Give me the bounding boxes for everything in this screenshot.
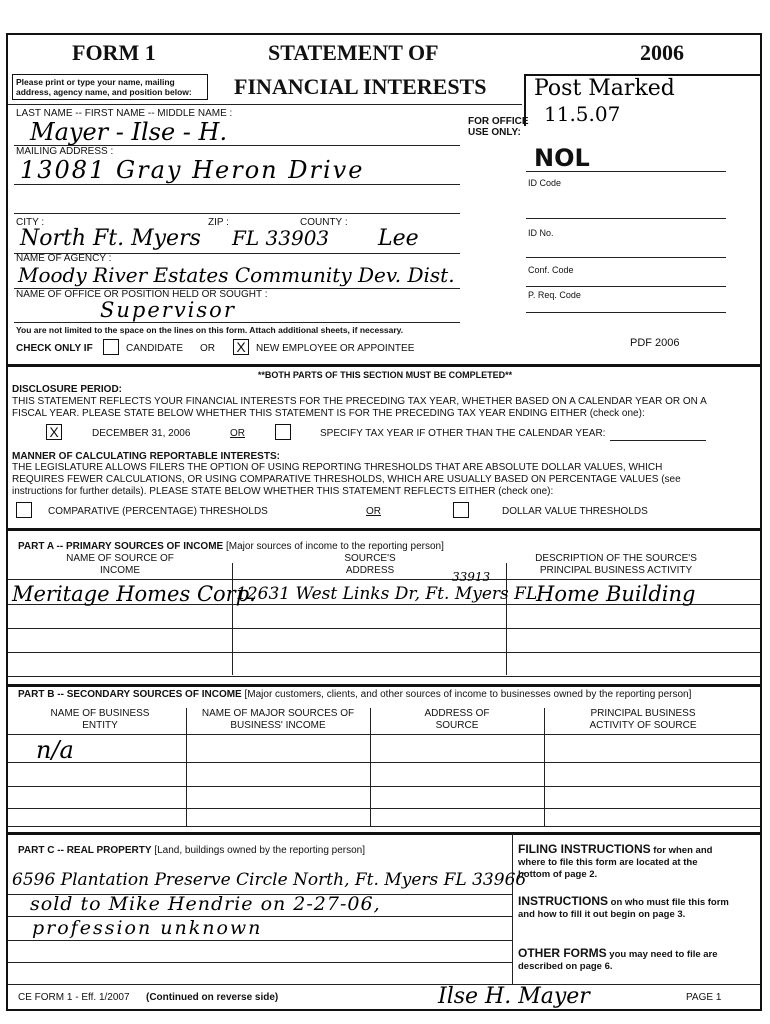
address-line-2 xyxy=(14,213,460,214)
city-value: North Ft. Myers xyxy=(20,226,201,251)
postmark-line1: Post Marked xyxy=(534,76,675,101)
dollar-label: DOLLAR VALUE THRESHOLDS xyxy=(502,506,648,517)
instructions-box-text: Please print or type your name, mailing address, agency name, and position below: xyxy=(16,77,192,97)
section-divider-2 xyxy=(8,528,760,531)
part-b-col4-header: PRINCIPAL BUSINESS ACTIVITY OF SOURCE xyxy=(589,708,697,731)
part-a-row-line-2 xyxy=(8,628,760,629)
divider xyxy=(8,104,522,105)
part-b-col1-header: NAME OF BUSINESS ENTITY xyxy=(50,708,150,731)
zip-label: ZIP : xyxy=(208,217,229,228)
disclosure-heading: DISCLOSURE PERIOD: xyxy=(12,384,123,395)
page-number: PAGE 1 xyxy=(686,992,722,1003)
filing-instructions-heading: FILING INSTRUCTIONS xyxy=(518,842,651,856)
signature: Ilse H. Mayer xyxy=(438,984,590,1009)
part-a-row-line-3 xyxy=(8,652,760,653)
city-label: CITY : xyxy=(16,217,45,228)
part-c-row-line-5 xyxy=(8,984,760,985)
part-c-line1: 6596 Plantation Preserve Circle North, Ft. Myers FL 33966 xyxy=(12,870,527,890)
form-year: 2006 xyxy=(640,40,684,65)
part-a-col3-header: DESCRIPTION OF THE SOURCE'S PRINCIPAL BUSINESS ACTIVITY xyxy=(535,553,697,576)
part-a-col1-header: NAME OF SOURCE OF INCOME xyxy=(66,553,174,576)
part-a-row-line-4 xyxy=(8,676,760,677)
postmark-note xyxy=(524,74,762,126)
office-label: NAME OF OFFICE OR POSITION HELD OR SOUGHT : xyxy=(16,289,268,300)
conf-code-label: Conf. Code xyxy=(528,265,574,275)
office-use-stamp: NOL xyxy=(534,144,590,172)
office-line-4 xyxy=(526,286,726,287)
county-value: Lee xyxy=(378,226,419,251)
part-b-row-line-0 xyxy=(8,734,760,735)
part-b-title: PART B -- SECONDARY SOURCES OF INCOME xyxy=(18,689,242,700)
office-line xyxy=(14,322,460,323)
part-b-col3-header: ADDRESS OF SOURCE xyxy=(424,708,490,731)
agency-label: NAME OF AGENCY : xyxy=(16,253,112,264)
county-label: COUNTY : xyxy=(300,217,348,228)
section-divider xyxy=(8,364,760,367)
address-label: MAILING ADDRESS : xyxy=(16,146,114,157)
p-req-code-label: P. Req. Code xyxy=(528,290,581,300)
part-a-row1-zip: 33913 xyxy=(452,570,491,584)
or-label: OR xyxy=(200,343,215,354)
agency-value: Moody River Estates Community Dev. Dist. xyxy=(18,263,455,287)
office-line-1 xyxy=(526,171,726,172)
pdf-label: PDF 2006 xyxy=(630,337,680,349)
comparative-checkbox[interactable] xyxy=(16,502,32,518)
who-must-file-instructions xyxy=(518,895,730,921)
manner-heading: MANNER OF CALCULATING REPORTABLE INTERESTS: xyxy=(12,451,280,462)
dec31-checkbox[interactable]: X xyxy=(46,424,62,440)
new-employee-checkbox[interactable]: X xyxy=(233,339,249,355)
part-a-row1-name: Meritage Homes Corp. xyxy=(12,582,256,606)
address-value: 13081 Gray Heron Drive xyxy=(20,156,365,184)
part-b-row-line-4 xyxy=(8,826,760,827)
instructions-box xyxy=(12,74,208,100)
form-id: CE FORM 1 - Eff. 1/2007 xyxy=(18,992,130,1003)
part-a-row-line-0 xyxy=(8,579,760,580)
section-divider-3 xyxy=(8,684,760,687)
filing-instructions xyxy=(518,843,730,881)
state-zip-value: FL 33903 xyxy=(232,226,330,250)
specify-line[interactable] xyxy=(610,440,706,441)
form-number: FORM 1 xyxy=(72,40,156,65)
part-a-row1-address: 12631 West Links Dr, Ft. Myers FL xyxy=(236,584,538,604)
part-a-row1-activity: Home Building xyxy=(536,582,696,606)
part-b-heading xyxy=(18,689,691,700)
part-a-subtitle: [Major sources of income to the reporting person] xyxy=(225,541,444,552)
new-employee-label: NEW EMPLOYEE OR APPOINTEE xyxy=(256,343,415,354)
part-c-subtitle: [Land, buildings owned by the reporting person] xyxy=(154,845,366,856)
part-c-row-line-3 xyxy=(8,940,512,941)
candidate-checkbox[interactable] xyxy=(103,339,119,355)
address-line xyxy=(14,184,460,185)
continued-note: (Continued on reverse side) xyxy=(146,992,279,1003)
comparative-label: COMPARATIVE (PERCENTAGE) THRESHOLDS xyxy=(48,506,268,517)
name-label: LAST NAME -- FIRST NAME -- MIDDLE NAME : xyxy=(16,108,233,119)
part-c-heading xyxy=(18,845,365,856)
manner-text: THE LEGISLATURE ALLOWS FILERS THE OPTION OF USING REPORTING THRESHOLDS THAT ARE ABSOLUTE DOLLAR VALUES, WHICH REQUIRES FEWER CALCULATIONS, OR USING COMPARATIVE THRESHOLDS, WHICH ARE USUALLY BASED ON PERCENTAGE VALUES (see instructions for further details). PLEASE STATE BELOW WHETHER THIS STATEMENT REFLECTS EITHER (check one): xyxy=(12,462,681,497)
part-b-row-line-2 xyxy=(8,786,760,787)
office-line-2 xyxy=(526,218,726,219)
form-title-line2: FINANCIAL INTERESTS xyxy=(234,74,487,99)
id-no-label: ID No. xyxy=(528,228,554,238)
both-parts-note: **BOTH PARTS OF THIS SECTION MUST BE COMPLETED** xyxy=(257,370,513,380)
part-a-title: PART A -- PRIMARY SOURCES OF INCOME xyxy=(18,541,224,552)
part-c-col-line xyxy=(512,834,513,984)
disclosure-text: THIS STATEMENT REFLECTS YOUR FINANCIAL INTERESTS FOR THE PRECEDING TAX YEAR, WHETHER BASED ON A CALENDAR YEAR OR ON A FISCAL YEAR. PLEASE STATE BELOW WHETHER THIS STATEMENT IS FOR THE PRECEDING TAX YEAR ENDING EITHER (check one): xyxy=(12,396,707,419)
part-c-title: PART C -- REAL PROPERTY xyxy=(18,845,152,856)
instructions-heading: INSTRUCTIONS xyxy=(518,894,608,908)
part-b-row-line-1 xyxy=(8,762,760,763)
part-a-heading xyxy=(18,541,444,552)
threshold-or: OR xyxy=(366,506,381,517)
space-note: You are not limited to the space on the lines on this form. Attach additional sheets, if necessary. xyxy=(16,325,404,335)
id-code-label: ID Code xyxy=(528,178,562,188)
candidate-label: CANDIDATE xyxy=(126,343,184,354)
filing-instructions-text: for when and where to file this form are located at the bottom of page 2. xyxy=(518,845,713,880)
section-divider-4 xyxy=(8,832,760,835)
part-b-col2-header: NAME OF MAJOR SOURCES OF BUSINESS' INCOME xyxy=(201,708,355,731)
office-line-5 xyxy=(526,312,726,313)
instructions-text: on who must file this form and how to fill it out begin on page 3. xyxy=(518,897,729,920)
other-forms-text: you may need to file are described on page 6. xyxy=(518,949,718,972)
part-c-line3: profession unknown xyxy=(32,917,263,939)
dec31-label: DECEMBER 31, 2006 xyxy=(92,428,191,439)
part-c-row-line-4 xyxy=(8,962,512,963)
postmark-line2: 11.5.07 xyxy=(544,102,621,126)
part-b-subtitle: [Major customers, clients, and other sources of income to businesses owned by the reporting person] xyxy=(244,689,692,700)
office-value: Supervisor xyxy=(100,298,236,322)
part-c-line2: sold to Mike Hendrie on 2-27-06, xyxy=(30,893,381,915)
specify-label: SPECIFY TAX YEAR IF OTHER THAN THE CALENDAR YEAR: xyxy=(320,428,606,439)
part-a-col2-header: SOURCE'S ADDRESS xyxy=(344,553,396,576)
dec31-or: OR xyxy=(230,428,245,439)
check-only-if: CHECK ONLY IF xyxy=(16,343,93,354)
name-value: Mayer - Ilse - H. xyxy=(30,118,228,146)
form-title-line1: STATEMENT OF xyxy=(268,40,439,65)
dollar-checkbox[interactable] xyxy=(453,502,469,518)
part-b-row-line-3 xyxy=(8,808,760,809)
other-forms-heading: OTHER FORMS xyxy=(518,946,607,960)
office-use-label xyxy=(468,116,538,138)
specify-checkbox[interactable] xyxy=(275,424,291,440)
office-use-text: FOR OFFICE USE ONLY: xyxy=(468,116,529,138)
part-b-row1-value: n/a xyxy=(36,736,74,764)
other-forms-instructions xyxy=(518,947,730,973)
office-line-3 xyxy=(526,257,726,258)
